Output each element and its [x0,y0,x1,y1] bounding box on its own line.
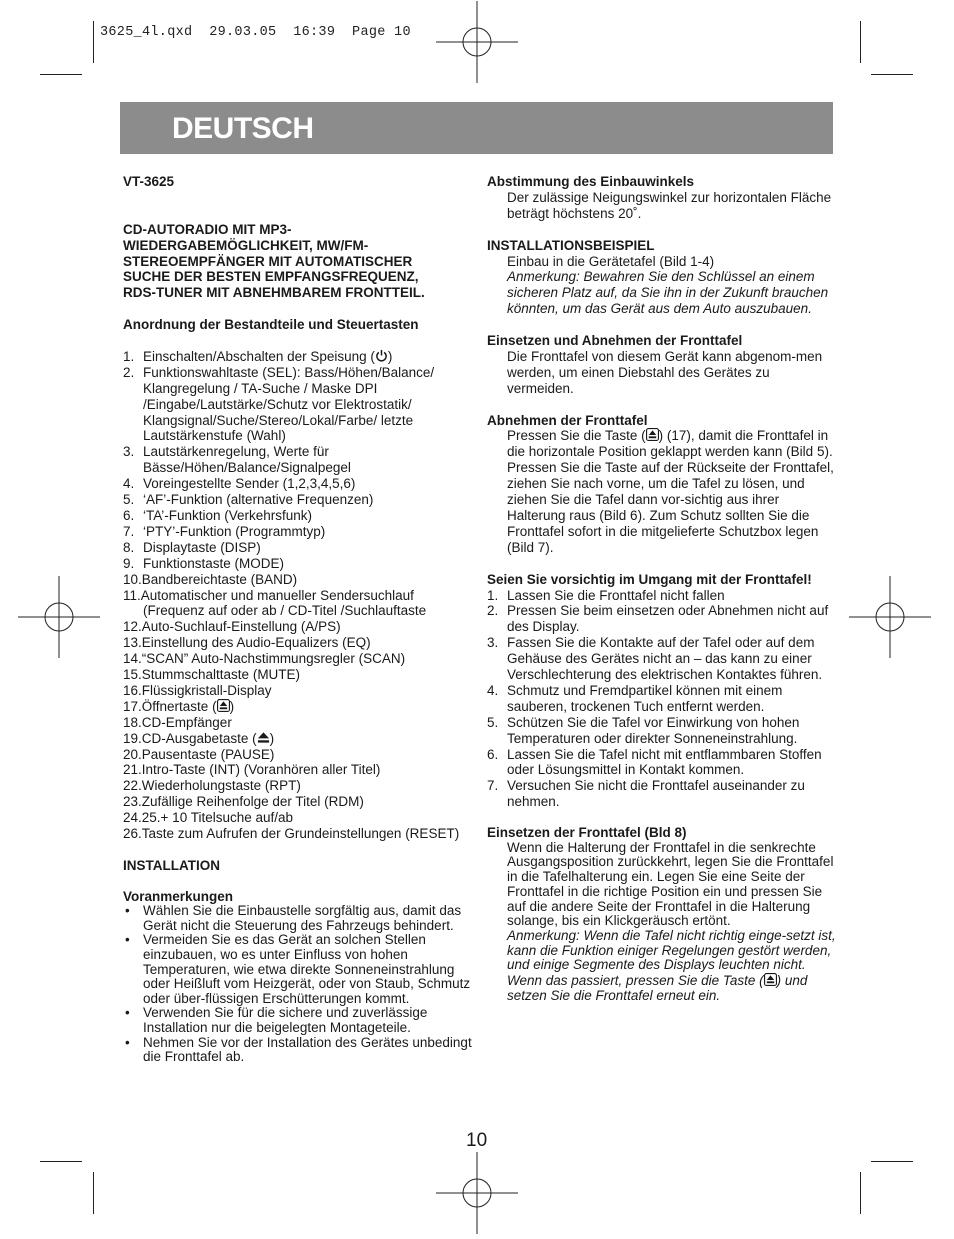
list-item: 6. Lassen Sie die Tafel nicht mit entflammbaren Stoffen oder Lösungsmittel in Kontakt kommen. [487,746,822,778]
careful-heading: Seien Sie vorsichtig im Umgang mit der Fronttafel! [487,571,812,587]
model-number: VT-3625 [123,174,175,189]
notes-heading: Voranmerkungen [123,888,234,904]
list-item: 16.Flüssigkristall-Display [123,682,272,698]
list-item: 1. Einschalten/Abschalten der Speisung ( ) [123,348,393,364]
example-note: Anmerkung: Bewahren Sie den Schlüssel an einem sicheren Platz auf, da Sie ihn in der Zukunft brauchen könnten, um das Gerät aus dem Auto auszubauen. [507,269,829,317]
list-item: • Verwenden Sie für die sichere und zuverlässige Installation nur die beigelegten Montageteile. [125,1005,428,1036]
list-item: 12.Auto-Suchlauf-Einstellung (A/PS) [123,619,341,635]
crop-mark [860,1172,861,1214]
list-item: 20.Pausentaste (PAUSE) [123,746,275,762]
registration-mark-icon [849,576,931,658]
example-heading: INSTALLATIONSBEISPIEL [487,237,655,253]
list-item: 26.Taste zum Aufrufen der Grundeinstellungen (RESET) [123,826,460,842]
list-item: 7. Versuchen Sie nicht die Fronttafel auseinander zu nehmen. [487,778,805,810]
list-item: 7. ‘PTY’-Funktion (Programmtyp) [123,523,326,539]
crop-mark [93,1172,94,1214]
insert-text: Wenn die Halterung der Fronttafel in die senkrechte Ausgangsposition zurückkehrt, legen Sie die Fronttafel in die Tafelhalterung ein. Legen Sie eine Seite der Fronttafel in die richtige Position ein und pressen Sie auf die andere Seite der Fronttafel in die Halterung solange, bis ein Klickgeräusch ertönt. [507,839,834,929]
list-item: • Wählen Sie die Einbaustelle sorgfältig aus, damit das Gerät nicht die Steuerung des Fahrzeugs behindert. [125,903,462,933]
list-item: 3. Fassen Sie die Kontakte auf der Tafel oder auf dem Gehäuse des Gerätes nicht an – das kann zu einer Verschlechterung des elektrischen Kontaktes führen. [487,635,823,683]
crop-mark [871,1161,913,1162]
release-icon [646,428,659,441]
release-icon [764,973,777,986]
list-item: 6. ‘TA’-Funktion (Verkehrsfunk) [123,507,313,523]
insert-remove-text: Die Fronttafel von diesem Gerät kann abgenom-men werden, um einen Diebstahl des Gerätes zu vermeiden. [507,348,823,396]
power-icon [375,349,388,362]
print-slug: 3625_4l.qxd 29.03.05 16:39 Page 10 [100,25,411,40]
registration-mark-icon [436,1152,518,1234]
list-item: 10.Bandbereichtaste (BAND) [123,571,298,587]
list-item: 24.25.+ 10 Titelsuche auf/ab [123,810,294,826]
page-number: 10 [466,1130,488,1151]
crop-mark [860,21,861,63]
list-item: • Nehmen Sie vor der Installation des Gerätes unbedingt die Fronttafel ab. [125,1034,472,1065]
insert-heading: Einsetzen der Fronttafel (Bld 8) [487,825,687,841]
angle-text: Der zulässige Neigungswinkel zur horizontalen Fläche beträgt höchstens 20˚. [507,189,832,221]
list-item: 14.“SCAN” Auto-Nachstimmungsregler (SCAN) [123,651,406,667]
list-item: 23.Zufällige Reihenfolge der Titel (RDM) [123,794,364,810]
product-title-line: SUCHE DER BESTEN EMPFANGSFREQUENZ, [123,269,419,285]
remove-heading: Abnehmen der Fronttafel [487,412,648,428]
product-title-line: CD-AUTORADIO MIT MP3- [123,221,292,237]
eject-icon [257,731,270,744]
list-item: 21.Intro-Taste (INT) (Voranhören aller Titel) [123,762,381,778]
left-column [123,174,473,1065]
angle-heading: Abstimmung des Einbauwinkels [487,174,695,189]
registration-mark-icon [18,576,100,658]
controls-list [123,349,473,842]
list-item: 13.Einstellung des Audio-Equalizers (EQ) [123,635,371,651]
list-item: 22.Wiederholungstaste (RPT) [123,778,301,794]
list-item: 5. ‘AF’-Funktion (alternative Frequenzen) [123,492,374,508]
banner-title: DEUTSCH [172,112,314,145]
list-item: 2. Funktionswahltaste (SEL): Bass/Höhen/Balance/ Klangregelung / TA-Suche / Maske DPI /Eingabe/Lautstärke/Schutz vor Elektrostatik/ Klangsignal/Suche/Stereo/Lokal/Farbe/ letzte Lautstärkenstufe (Wahl) [123,364,435,444]
remove-text-2: Pressen Sie die Taste auf der Rückseite der Fronttafel, ziehen Sie nach vorne, um die Tafel zu lösen, und ziehen Sie die Tafel dann vor-sichtig aus ihrer Halterung raus (Bild 6). Zum Schutz sollten Sie die Fronttafel sofort in die mitgelieferte Schutzbox legen (Bild 7). [507,460,834,555]
notes-list [123,904,473,1065]
list-item: 15.Stummschalttaste (MUTE) [123,667,301,683]
release-icon [217,699,230,712]
remove-text: Pressen Sie die Taste ( ) (17), damit die Fronttafel in die horizontale Position geklappt werden kann (Bild 5). [507,428,833,460]
crop-mark [40,74,82,75]
list-item: 4. Schmutz und Fremdpartikel können mit einem sauberen, trockenen Tuch entfernt werden. [487,682,783,714]
list-item: 1. Lassen Sie die Fronttafel nicht fallen [487,587,725,603]
list-item: 2. Pressen Sie beim einsetzen oder Abnehmen nicht auf des Display. [487,603,829,635]
list-item: • Vermeiden Sie es das Gerät an solchen Stellen einzubauen, wo es unter Einfluss von hohen Temperaturen, wie etwa direkte Sonneneinstrahlung oder Heißluft vom Heizgerät, oder von Staub, Schmutz oder über-flüssigen Erschütterungen kommt. [125,932,471,1006]
product-title-line: STEREOEMPFÄNGER MIT AUTOMATISCHER [123,253,413,269]
product-title [123,222,473,302]
insert-note: Anmerkung: Wenn die Tafel nicht richtig einge-setzt ist, kann die Funktion einiger Regelungen gestört werden, und einige Segmente des Displays leuchten nicht. Wenn das passiert, pressen Sie die Taste ( ) und setzen Sie die Fronttafel erneut ein. [507,928,836,1003]
list-item: 17.Öffnertaste ( ) [123,698,235,714]
controls-heading: Anordnung der Bestandteile und Steuertasten [123,317,419,333]
list-item: 11.Automatischer und manueller Sendersuchlauf (Frequenz auf oder ab / CD-Titel /Suchlauftaste [123,587,427,619]
list-item: 18.CD-Empfänger [123,714,232,730]
list-item: 8. Displaytaste (DISP) [123,539,261,555]
installation-heading: INSTALLATION [123,857,220,873]
insert-remove-heading: Einsetzen und Abnehmen der Fronttafel [487,333,743,349]
careful-list [487,588,837,811]
language-banner [120,102,833,154]
example-text: Einbau in die Gerätetafel (Bild 1-4) [507,253,715,269]
product-title-line: WIEDERGABEMÖGLICHKEIT, MW/FM- [123,237,369,253]
list-item: 19.CD-Ausgabetaste ( ) [123,730,275,746]
crop-mark [93,21,94,63]
list-item: 4. Voreingestellte Sender (1,2,3,4,5,6) [123,476,356,492]
product-title-line: RDS-TUNER MIT ABNEHMBAREM FRONTTEIL. [123,285,425,301]
right-column [487,174,837,1004]
list-item: 9. Funktionstaste (MODE) [123,555,285,571]
crop-mark [40,1161,82,1162]
list-item: 3. Lautstärkenregelung, Werte für Bässe/Höhen/Balance/Signalpegel [123,444,351,476]
crop-mark [871,74,913,75]
list-item: 5. Schützen Sie die Tafel vor Einwirkung von hohen Temperaturen oder direkter Sonneneinstrahlung. [487,714,800,746]
registration-mark-icon [436,1,518,83]
